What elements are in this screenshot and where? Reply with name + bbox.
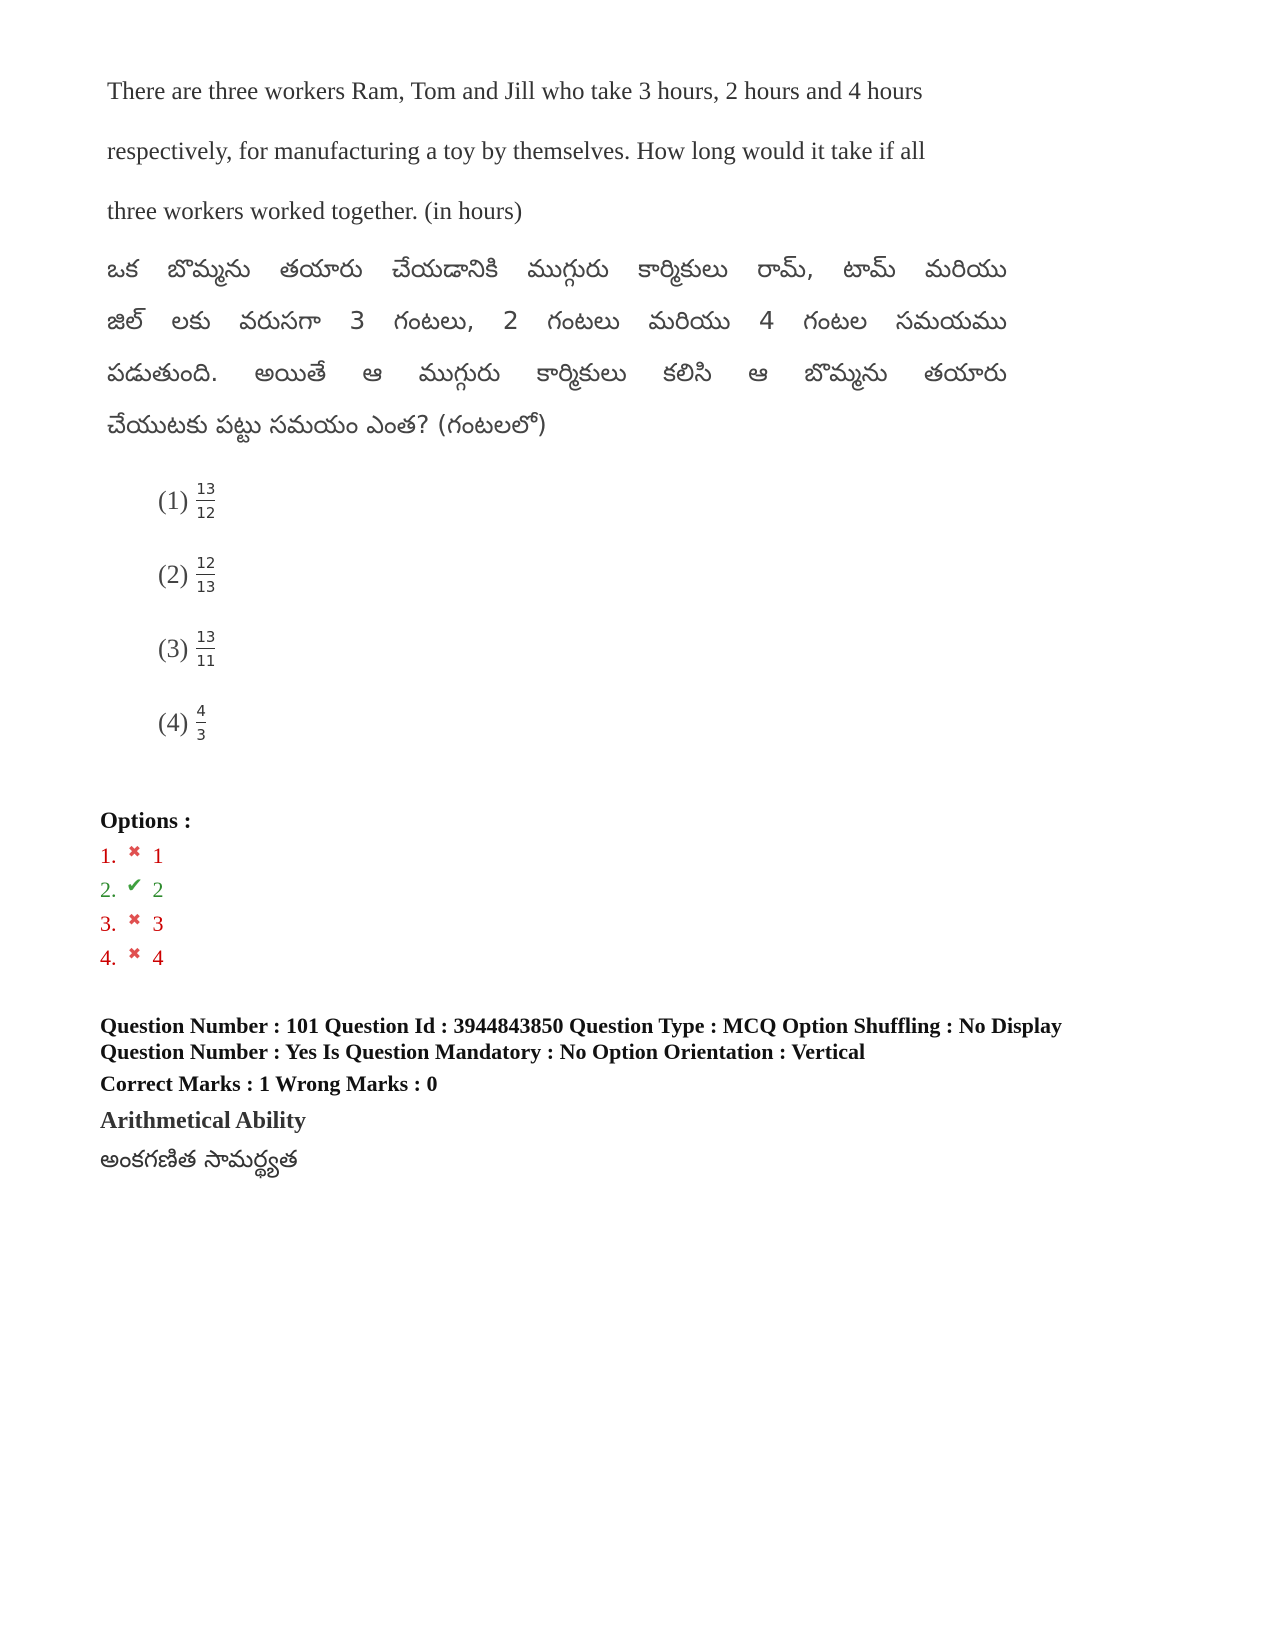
option-index: 3. <box>100 911 117 936</box>
fraction-denominator: 3 <box>196 726 206 744</box>
choice-4 <box>158 702 206 744</box>
fraction-bar <box>196 648 215 649</box>
question-line-en-1: There are three workers Ram, Tom and Jill who take 3 hours, 2 hours and 4 hours <box>107 78 923 105</box>
section-title-telugu: అంకగణిత సామర్థ్యత <box>100 1145 298 1173</box>
choice-1 <box>158 480 215 522</box>
cross-icon: ✖ <box>127 943 142 963</box>
option-index: 1. <box>100 843 117 868</box>
question-text-english <box>107 62 1007 242</box>
question-line-en-2: respectively, for manufacturing a toy by themselves. How long would it take if all <box>107 138 926 165</box>
fraction-numerator: 13 <box>196 628 216 646</box>
marks-info: Correct Marks : 1 Wrong Marks : 0 <box>100 1071 438 1096</box>
fraction <box>196 628 215 670</box>
option-item-4 <box>100 945 164 971</box>
option-index: 4. <box>100 945 117 970</box>
fraction <box>196 480 215 522</box>
question-text-telugu <box>107 243 1007 451</box>
choice-label: (1) <box>158 486 189 515</box>
question-line-te-2: జిల్ లకు వరుసగా 3 గంటలు, 2 గంటలు మరియు 4 గంటల సమయము <box>107 306 1007 335</box>
fraction-bar <box>196 500 215 501</box>
option-value: 3 <box>152 911 164 936</box>
cross-icon: ✖ <box>127 841 142 861</box>
choice-3 <box>158 628 215 670</box>
fraction-bar <box>196 574 215 575</box>
fraction-numerator: 4 <box>196 702 206 720</box>
fraction-denominator: 12 <box>196 504 216 522</box>
fraction-numerator: 13 <box>196 480 216 498</box>
section-title-english: Arithmetical Ability <box>100 1108 306 1134</box>
fraction <box>196 702 206 744</box>
question-line-te-4: చేయుటకు పట్టు సమయం ఎంత? (గంటలలో) <box>107 410 547 439</box>
option-item-1 <box>100 843 164 869</box>
options-heading: Options : <box>100 808 192 833</box>
choice-2 <box>158 554 215 596</box>
option-value: 4 <box>152 945 164 970</box>
option-index: 2. <box>100 877 117 902</box>
question-meta-line-2: Question Number : Yes Is Question Mandatory : No Option Orientation : Vertical <box>100 1039 866 1064</box>
question-line-te-3: పడుతుంది. అయితే ఆ ముగ్గురు కార్మికులు కలిసి ఆ బొమ్మను తయారు <box>107 358 1007 387</box>
check-icon: ✔ <box>126 873 143 897</box>
fraction-bar <box>196 722 206 723</box>
fraction-denominator: 13 <box>196 578 216 596</box>
question-line-en-3: three workers worked together. (in hours) <box>107 198 523 225</box>
fraction-numerator: 12 <box>196 554 216 572</box>
option-value: 1 <box>152 843 164 868</box>
option-item-3 <box>100 911 164 937</box>
cross-icon: ✖ <box>127 909 142 929</box>
choice-label: (2) <box>158 560 189 589</box>
question-meta-line-1: Question Number : 101 Question Id : 3944843850 Question Type : MCQ Option Shuffling : No Display <box>100 1013 1063 1038</box>
fraction <box>196 554 215 596</box>
fraction-denominator: 11 <box>196 652 216 670</box>
question-line-te-1: ఒక బొమ్మను తయారు చేయడానికి ముగ్గురు కార్మికులు రామ్, టామ్ మరియు <box>107 254 1007 283</box>
option-value: 2 <box>152 877 164 902</box>
choice-label: (4) <box>158 708 189 737</box>
option-item-2 <box>100 873 164 903</box>
choice-label: (3) <box>158 634 189 663</box>
